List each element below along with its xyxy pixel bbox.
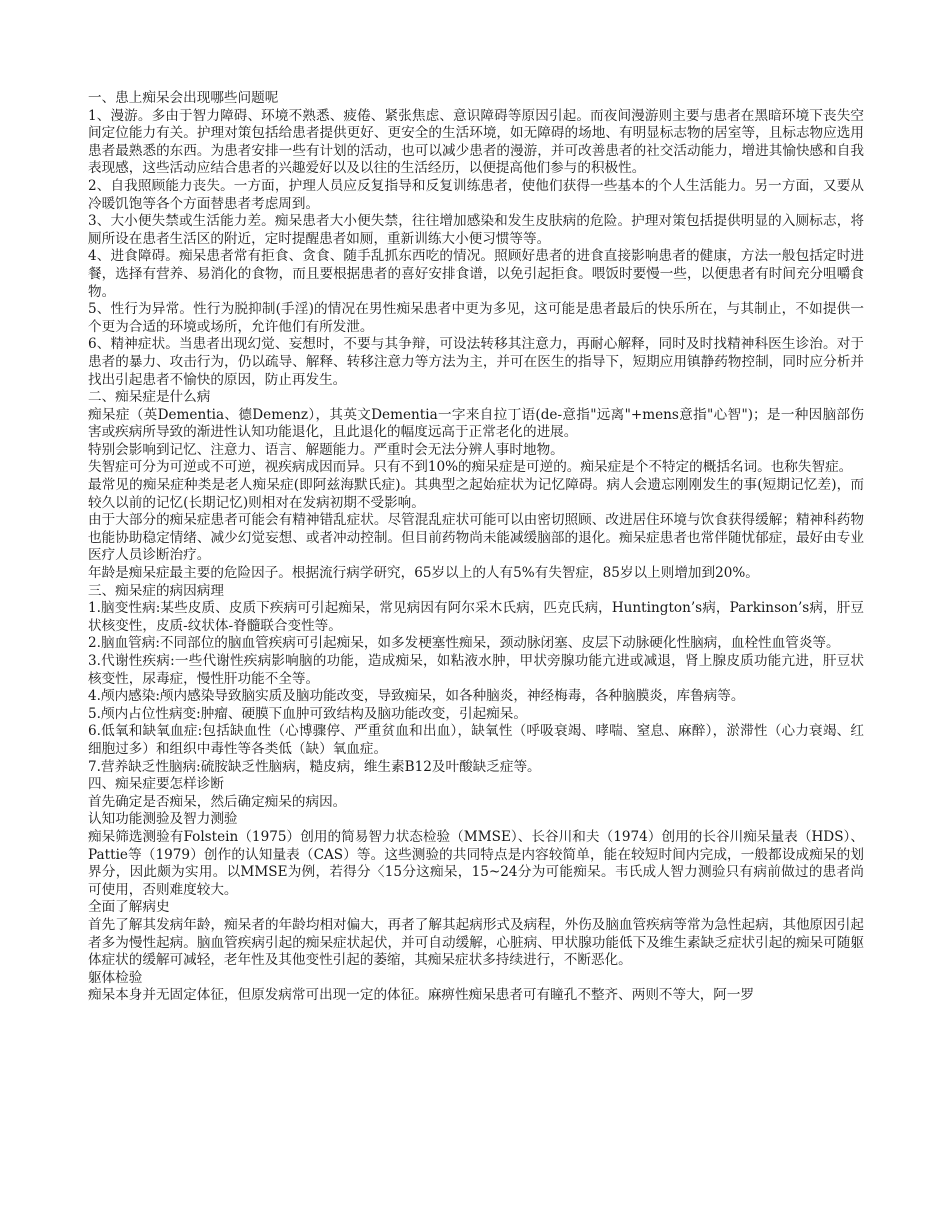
paragraph-cause-7: 7.营养缺乏性脑病:硫胺缺乏性脑病，糙皮病，维生素B12及叶酸缺乏症等。 — [88, 758, 541, 775]
paragraph-physical-exam: 痴呆本身并无固定体征，但原发病常可出现一定的体征。麻痹性痴呆患者可有瞳孔不整齐、两则不等大，阿一罗 — [88, 987, 755, 1004]
paragraph-cognitive-tests: 痴呆筛选测验有Folstein（1975）创用的简易智力状态检验（MMSE）、长谷川和夫（1974）创用的长谷川痴呆量表（HDS）、Pattie等（1979）创作的认知量表（CAS）等。这些测验的共同特点是内容较简单，能在较短时间内完成，一般都设成痴呆的划界分，因此颇为实用。以MMSE为例，若得分〈15分这痴呆，15~24分为可能痴呆。韦氏成人智力测验只有病前做过的患者尚可使用，否则难度较大。 — [88, 828, 864, 898]
paragraph-wandering: 1、漫游。多由于智力障碍、环境不熟悉、疲倦、紧张焦虑、意识障碍等原因引起。而夜间漫游则主要与患者在黑暗环境下丧失空间定位能力有关。护理对策包括给患者提供更好、更安全的生活环境，如无障碍的场地、有明显标志物的居室等，且标志物应选用患者最熟悉的东西。为患者安排一些有计划的活动，也可以减少患者的漫游，并可改善患者的社交活动能力，增进其愉快感和自我表现感，这些活动应结合患者的兴趣爱好以及以往的生活经历，以便提高他们参与的积极性。 — [88, 107, 864, 177]
paragraph-cause-4: 4.颅内感染:颅内感染导致脑实质及脑功能改变，导致痴呆，如各种脑炎，神经梅毒，各种脑膜炎，库鲁病等。 — [88, 688, 745, 705]
paragraph-incontinence: 3、大小便失禁或生活能力差。痴呆患者大小便失禁，往往增加感染和发生皮肤病的危险。护理对策包括提供明显的入厕标志，将厕所设在患者生活区的附近，定时提醒患者如厕，重新训练大小便习惯等等。 — [88, 213, 864, 247]
paragraph-self-care: 2、自我照顾能力丧失。一方面，护理人员应反复指导和反复训练患者，使他们获得一些基本的个人生活能力。另一方面，又要从冷暖饥饱等各个方面替患者考虑周到。 — [88, 177, 864, 212]
paragraph-age-risk: 年龄是痴呆症最主要的危险因子。根据流行病学研究，65岁以上的人有5%有失智症，85岁以上则增加到20%。 — [88, 565, 759, 582]
section-heading-3: 三、痴呆症的病因病理 — [88, 582, 224, 599]
paragraph-sexual-behavior: 5、性行为异常。性行为脱抑制(手淫)的情况在男性痴呆患者中更为多见，这可能是患者最后的快乐所在，与其制止，不如提供一个更为合适的环境或场所，允许他们有所发泄。 — [88, 301, 864, 335]
paragraph-diagnosis-intro: 首先确定是否痴呆，然后确定痴呆的病因。 — [88, 793, 347, 810]
paragraph-history: 首先了解其发病年龄，痴呆者的年龄均相对偏大，再者了解其起病形式及病程，外伤及脑血管疾病等常为急性起病，其他原因引起者多为慢性起病。脑血管疾病引起的痴呆症状起伏，并可自动缓解，心脏病、甲状腺功能低下及维生素缺乏症状引起的痴呆可随躯体症状的缓解可减轻，老年性及其他变性引起的萎缩，其痴呆症状多持续进行，不断恶化。 — [88, 916, 864, 969]
subheading-cognitive-tests: 认知功能测验及智力测验 — [88, 811, 238, 828]
section-heading-1: 一、患上痴呆会出现哪些问题呢 — [88, 90, 279, 106]
subheading-physical-exam: 躯体检验 — [88, 969, 143, 986]
paragraph-cause-2: 2.脑血管病:不同部位的脑血管疾病可引起痴呆，如多发梗塞性痴呆，颈动脉闭塞、皮层下动脉硬化性脑病，血栓性血管炎等。 — [88, 635, 840, 652]
paragraph-affects: 特别会影响到记忆、注意力、语言、解题能力。严重时会无法分辨人事时地物。 — [88, 441, 564, 458]
section-heading-2: 二、痴呆症是什么病 — [88, 389, 211, 406]
paragraph-alzheimers: 最常见的痴呆症种类是老人痴呆症(即阿兹海默氏症)。其典型之起始症状为记忆障碍。病人会遗忘刚刚发生的事(短期记忆差)，而较久以前的记忆(长期记忆)则相对在发病初期不受影响。 — [88, 477, 864, 511]
subheading-history: 全面了解病史 — [88, 899, 170, 916]
section-heading-4: 四、痴呆症要怎样诊断 — [88, 776, 224, 793]
paragraph-psychiatric: 6、精神症状。当患者出现幻觉、妄想时，不要与其争辩，可设法转移其注意力，再耐心解释，同时及时找精神科医生诊治。对于患者的暴力、攻击行为，仍以疏导、解释、转移注意力等方法为主，并可在医生的指导下，短期应用镇静药物控制，同时应分析并找出引起患者不愉快的原因，防止再发生。 — [88, 336, 864, 388]
paragraph-cause-5: 5.颅内占位性病变:肿瘤、硬膜下血肿可致结构及脑功能改变，引起痴呆。 — [88, 705, 527, 722]
paragraph-cause-1: 1.脑变性病:某些皮质、皮质下疾病可引起痴呆，常见病因有阿尔采木氏病，匹克氏病，Huntington’s病，Parkinson’s病，肝豆状核变性，皮质-纹状体-脊髓联合变性等。 — [88, 600, 864, 634]
paragraph-definition: 痴呆症（英Dementia、德Demenz），其英文Dementia一字来自拉丁语(de-意指"远离"+mens意指"心智")；是一种因脑部伤害或疾病所导致的渐进性认知功能退化，且此退化的幅度远高于正常老化的进展。 — [88, 406, 864, 441]
paragraph-reversible: 失智症可分为可逆或不可逆，视疾病成因而异。只有不到10%的痴呆症是可逆的。痴呆症是个不特定的概括名词。也称失智症。 — [88, 459, 853, 476]
paragraph-confusion: 由于大部分的痴呆症患者可能会有精神错乱症状。尽管混乱症状可能可以由密切照顾、改进居住环境与饮食获得缓解；精神科药物也能协助稳定情绪、减少幻觉妄想、或者冲动控制。但目前药物尚未能减缓脑部的退化。痴呆症患者也常伴随忧郁症，最好由专业医疗人员诊断治疗。 — [88, 512, 864, 564]
paragraph-eating: 4、进食障碍。痴呆患者常有拒食、贪食、随手乱抓东西吃的情况。照顾好患者的进食直接影响患者的健康，方法一般包括定时进餐，选择有营养、易消化的食物，而且要根据患者的喜好安排食谱，以免引起拒食。喂饭时要慢一些，以便患者有时间充分咀嚼食物。 — [88, 248, 864, 300]
document-body — [88, 90, 864, 1005]
paragraph-cause-6: 6.低氧和缺氧血症:包括缺血性（心博骤停、严重贫血和出血），缺氧性（呼吸衰竭、哮喘、窒息、麻醉），淤滞性（心力衰竭、红细胞过多）和组织中毒性等各类低（缺）氧血症。 — [88, 723, 864, 757]
paragraph-cause-3: 3.代谢性疾病:一些代谢性疾病影响脑的功能，造成痴呆，如粘液水肿，甲状旁腺功能亢进或减退，肾上腺皮质功能亢进，肝豆状核变性，尿毒症，慢性肝功能不全等。 — [88, 653, 864, 687]
